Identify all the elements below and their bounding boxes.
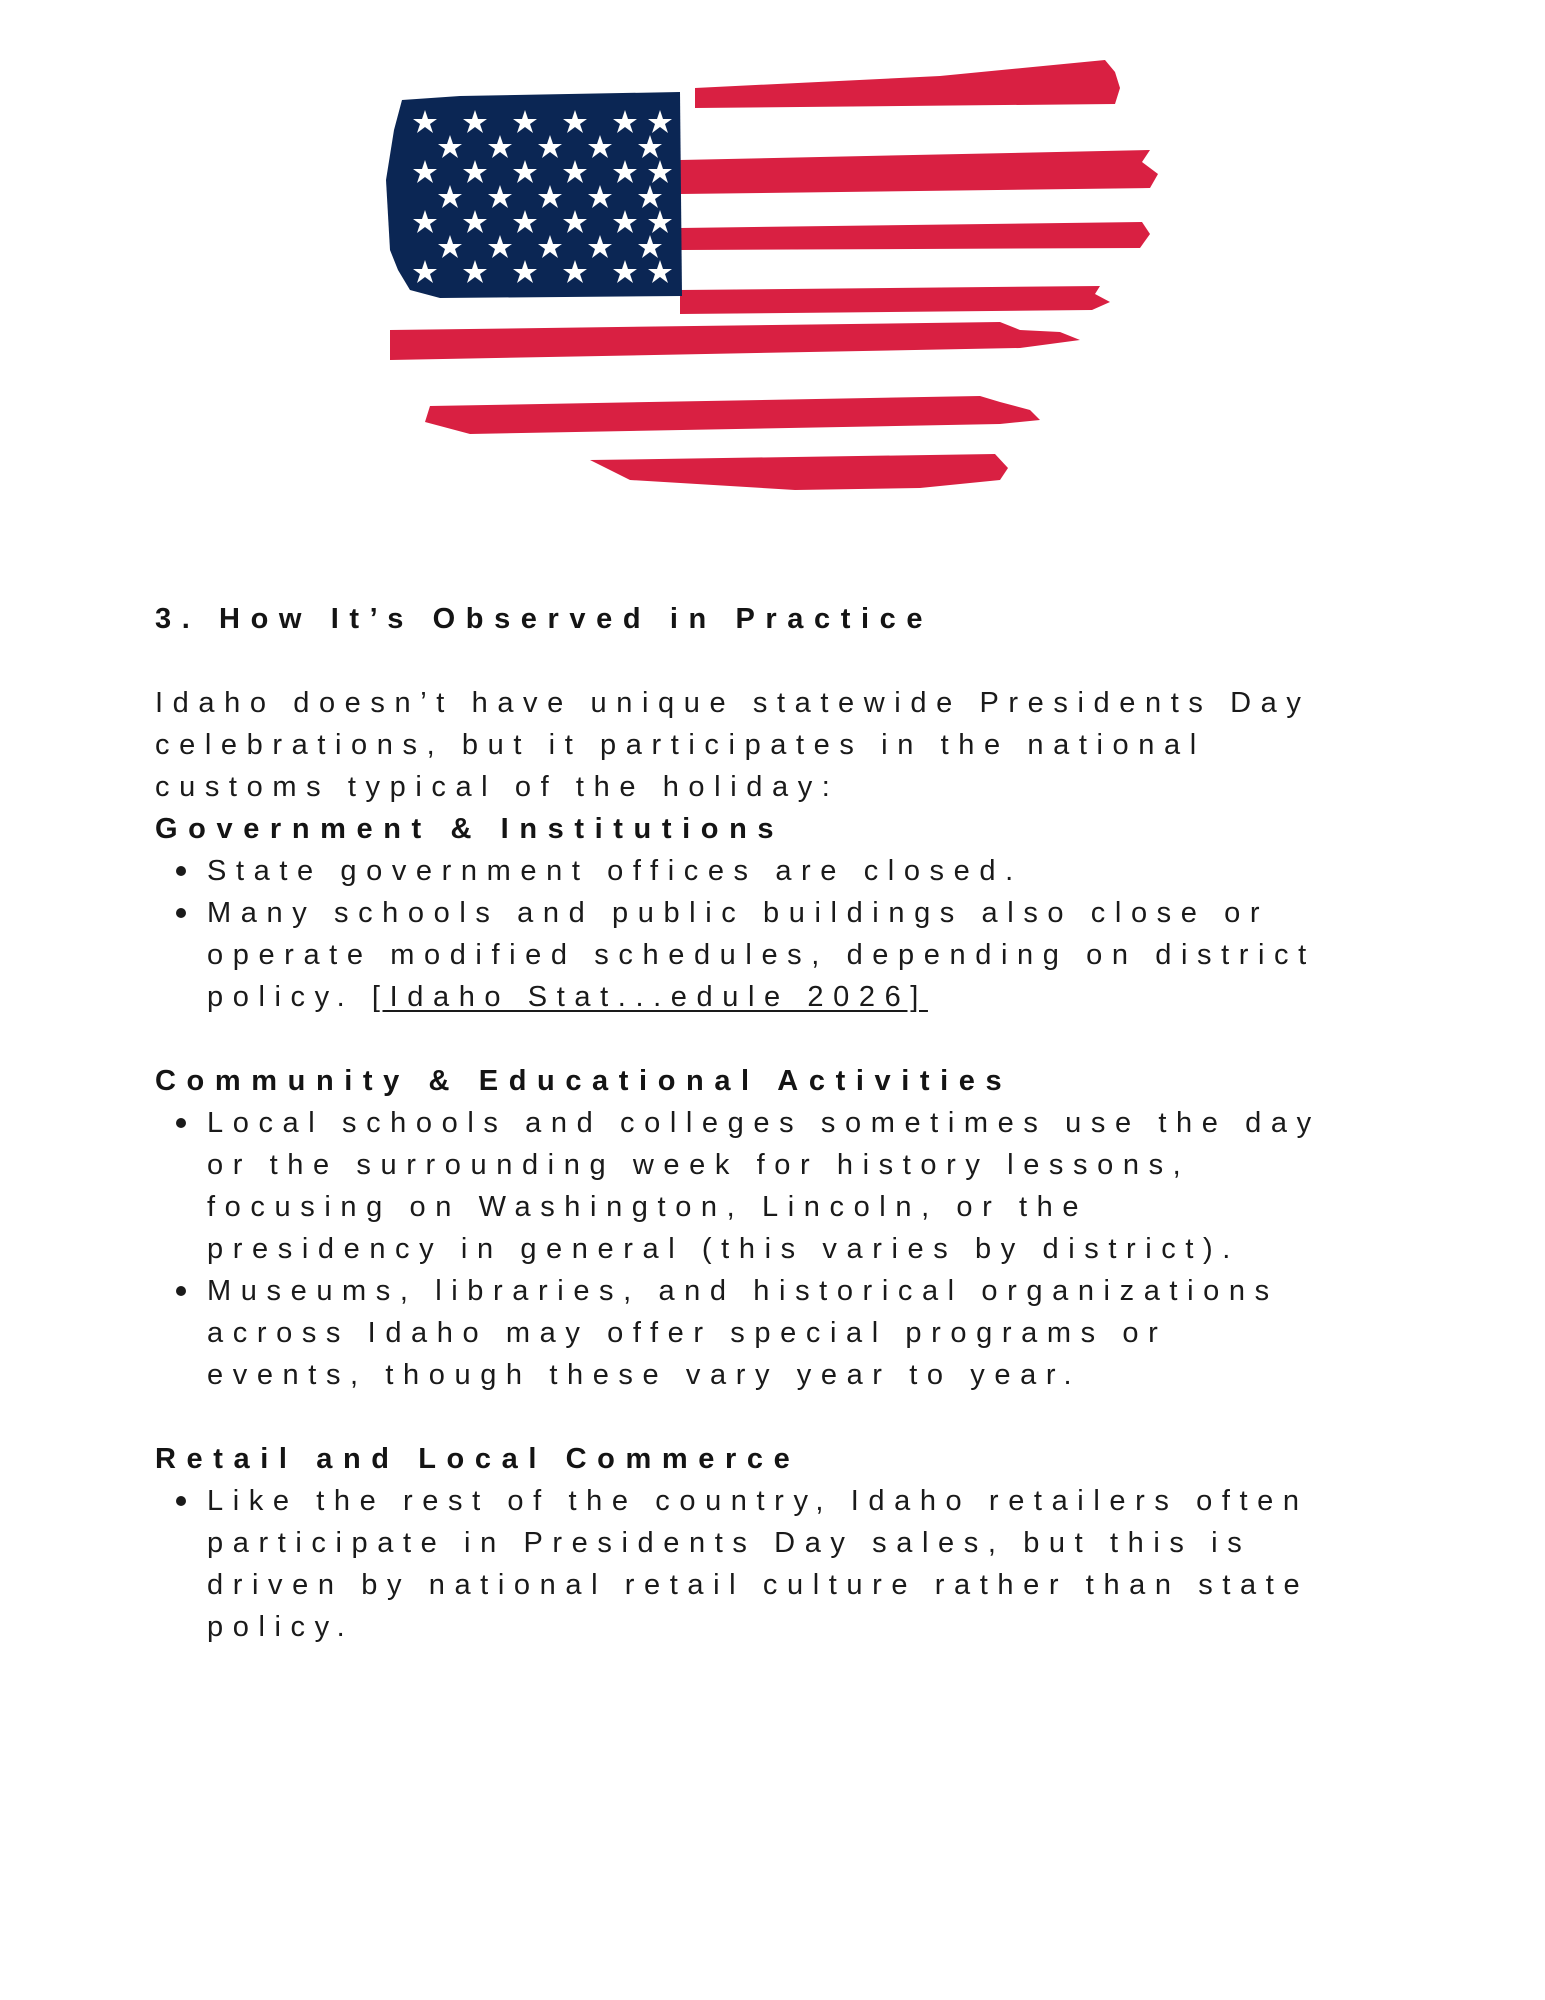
section-title: 3. How It’s Observed in Practice xyxy=(155,603,934,635)
list-item: Local schools and colleges sometimes use the day or the surrounding week for history lessons, focusing on Washington, Lincoln, or the presidency in general (this varies by district). xyxy=(155,1102,1405,1270)
bullet-icon xyxy=(176,1286,186,1296)
group-heading-community: Community & Educational Activities xyxy=(155,1065,1013,1097)
intro-line: celebrations, but it participates in the national xyxy=(155,729,1206,761)
citation-link[interactable]: [Idaho Stat...edule 2026] xyxy=(371,981,928,1013)
retail-list xyxy=(155,1480,1405,1648)
intro-line: Idaho doesn’t have unique statewide Presidents Day xyxy=(155,687,1311,719)
community-list xyxy=(155,1102,1405,1396)
group-heading-retail: Retail and Local Commerce xyxy=(155,1443,801,1475)
list-item: Many schools and public buildings also close or operate modified schedules, depending on district policy. [Idaho Stat...edule 2026] xyxy=(155,892,1405,1018)
intro-line: customs typical of the holiday: xyxy=(155,771,840,803)
list-item: Museums, libraries, and historical organizations across Idaho may offer special programs or events, though these vary year to year. xyxy=(155,1270,1405,1396)
list-item: State government offices are closed. xyxy=(155,850,1405,892)
bullet-icon xyxy=(176,1118,186,1128)
bullet-icon xyxy=(176,866,186,876)
american-flag-image xyxy=(380,50,1160,505)
intro-paragraph xyxy=(155,682,1405,808)
list-item: Like the rest of the country, Idaho retailers often participate in Presidents Day sales, but this is driven by national retail culture rather than state policy. xyxy=(155,1480,1405,1648)
group-heading-government: Government & Institutions xyxy=(155,813,785,845)
bullet-icon xyxy=(176,1496,186,1506)
government-list xyxy=(155,850,1405,1018)
document-body xyxy=(155,598,1405,1648)
bullet-icon xyxy=(176,908,186,918)
